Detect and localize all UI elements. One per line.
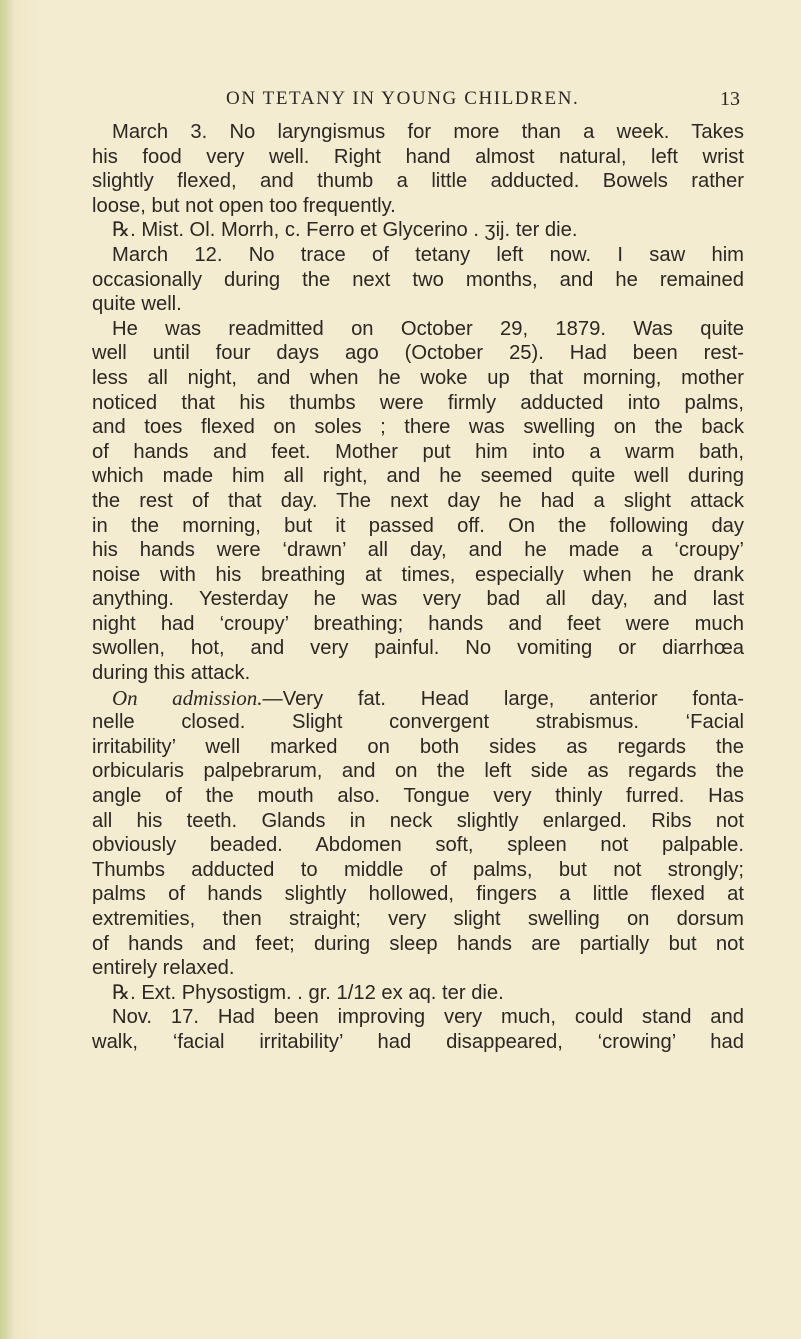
text-line: Nov. 17. Had been improving very much, could stand and [112, 1006, 744, 1029]
text-line: his food very well. Right hand almost natural, left wrist [92, 145, 744, 168]
text-line: noise with his breathing at times, especially when he drank [92, 563, 744, 586]
text-line: walk, ‘facial irritability’ had disappeared, ‘crowing’ had [92, 1030, 744, 1053]
admission-line [92, 686, 744, 711]
page-number: 13 [720, 88, 740, 110]
text-line: night had ‘croupy’ breathing; hands and feet were much [92, 612, 744, 635]
text-line: entirely relaxed. [92, 957, 235, 980]
text-line: March 12. No trace of tetany left now. I saw him [112, 243, 744, 266]
text-line: March 3. No laryngismus for more than a week. Takes [112, 121, 744, 143]
text-line: of hands and feet. Mother put him into a warm bath, [92, 440, 744, 463]
text-line: of hands and feet; during sleep hands are partially but not [92, 932, 744, 955]
text-line: occasionally during the next two months, and he remained [92, 268, 744, 291]
text-line: less all night, and when he woke up that morning, mother [92, 366, 744, 389]
text-line: angle of the mouth also. Tongue very thinly furred. Has [92, 785, 744, 808]
text-line: nelle closed. Slight convergent strabismus. ‘Facial [92, 711, 744, 734]
admission-text: —Very fat. Head large, anterior fonta- [262, 687, 744, 710]
text-line: which made him all right, and he seemed quite well during [92, 465, 744, 488]
text-line: Thumbs adducted to middle of palms, but not strongly; [92, 858, 744, 881]
admission-label: On admission. [112, 685, 263, 710]
text-line: loose, but not open too frequently. [92, 194, 396, 217]
text-line: extremities, then straight; very slight swelling on dorsum [92, 908, 744, 930]
text-line: well until four days ago (October 25). Had been rest- [92, 342, 744, 365]
text-line: in the morning, but it passed off. On the following day [92, 514, 744, 537]
text-line: anything. Yesterday he was very bad all day, and last [92, 588, 744, 611]
text-line: He was readmitted on October 29, 1879. Was quite [112, 317, 744, 340]
text-line: swollen, hot, and very painful. No vomiting or diarrhœa [92, 637, 744, 660]
running-head [0, 88, 801, 118]
running-title: ON TETANY IN YOUNG CHILDREN. [226, 88, 580, 109]
page-gutter-shadow [0, 0, 14, 1339]
text-line: during this attack. [92, 662, 251, 685]
prescription-line: ℞. Ext. Physostigm. . gr. 1/12 ex aq. ter die. [112, 981, 504, 1004]
text-line: and toes flexed on soles ; there was swelling on the back [92, 416, 744, 439]
text-line: palms of hands slightly hollowed, fingers a little flexed at [92, 883, 744, 906]
text-line: orbicularis palpebrarum, and on the left side as regards the [92, 760, 744, 783]
text-line: his hands were ‘drawn’ all day, and he made a ‘croupy’ [92, 539, 744, 562]
text-line: irritability’ well marked on both sides as regards the [92, 735, 744, 758]
prescription-line: ℞. Mist. Ol. Morrh, c. Ferro et Glycerino . ʒij. ter die. [112, 219, 578, 242]
text-line: all his teeth. Glands in neck slightly enlarged. Ribs not [92, 809, 744, 832]
text-line: quite well. [92, 293, 182, 316]
body-text [92, 120, 744, 1055]
text-line: obviously beaded. Abdomen soft, spleen not palpable. [92, 834, 744, 857]
text-line: the rest of that day. The next day he had a slight attack [92, 489, 744, 512]
text-line: noticed that his thumbs were firmly adducted into palms, [92, 391, 744, 414]
text-line: slightly flexed, and thumb a little adducted. Bowels rather [92, 170, 744, 193]
